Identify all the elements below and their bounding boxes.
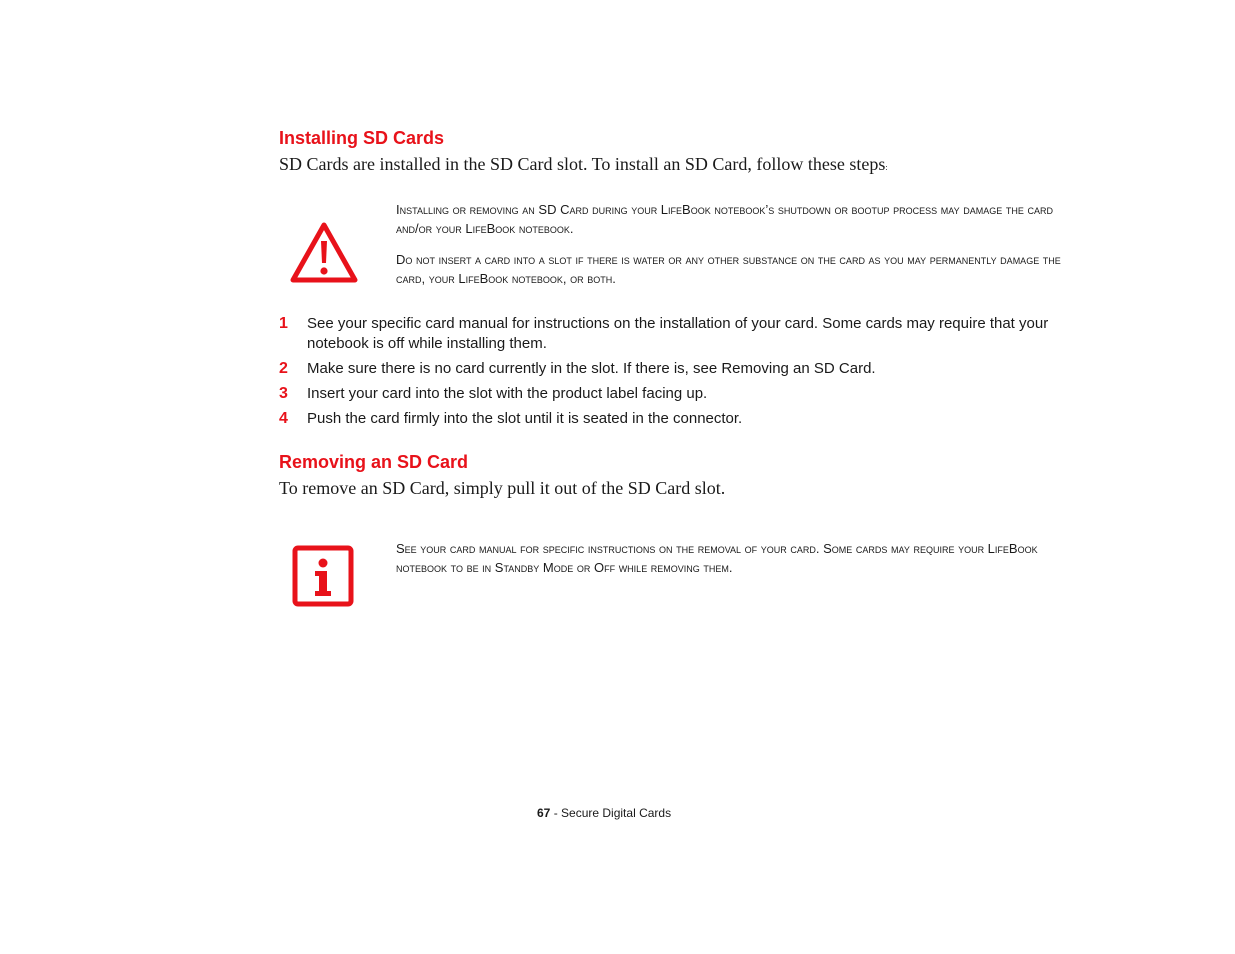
installing-intro-colon: : bbox=[885, 163, 888, 172]
caution-triangle-icon bbox=[290, 221, 358, 289]
caution-note-paragraph: Installing or removing an SD Card during your LifeBook notebook’s shutdown or bootup process may damage the card and/or your LifeBook notebook. bbox=[396, 202, 1053, 236]
footer-separator: - bbox=[550, 806, 562, 820]
footer-section-title: Secure Digital Cards bbox=[561, 806, 672, 820]
step-number: 3 bbox=[279, 385, 288, 402]
step-number: 4 bbox=[279, 410, 288, 427]
step-item bbox=[279, 384, 1079, 404]
step-text: Make sure there is no card currently in the slot. If there is, see Removing an SD Card. bbox=[307, 360, 876, 377]
info-note bbox=[396, 539, 1066, 577]
info-icon bbox=[290, 543, 356, 609]
installing-intro bbox=[279, 153, 888, 179]
step-number: 2 bbox=[279, 360, 288, 377]
step-text: See your specific card manual for instructions on the installation of your card. Some cards may require that your notebook is off while installing them. bbox=[307, 315, 1049, 352]
page-footer bbox=[537, 806, 671, 820]
installation-steps-list bbox=[279, 314, 1079, 434]
step-text: Insert your card into the slot with the product label facing up. bbox=[307, 385, 708, 402]
info-note-paragraph: See your card manual for specific instructions on the removal of your card. Some cards may require your LifeBook notebook to be in Standby Mode or Off while removing them. bbox=[396, 541, 1038, 575]
heading-installing-sd-cards: Installing SD Cards bbox=[279, 128, 445, 148]
step-number: 1 bbox=[279, 315, 288, 332]
removing-intro: To remove an SD Card, simply pull it out of the SD Card slot. bbox=[279, 478, 726, 498]
step-item bbox=[279, 359, 1079, 379]
step-item bbox=[279, 409, 1079, 429]
step-item bbox=[279, 314, 1079, 354]
installing-intro-text: SD Cards are installed in the SD Card slot. To install an SD Card, follow these steps bbox=[279, 154, 886, 174]
caution-note-paragraph: Do not insert a card into a slot if there is water or any other substance on the card as you may permanently damage the card, your LifeBook notebook, or both. bbox=[396, 252, 1061, 286]
heading-removing-sd-card: Removing an SD Card bbox=[279, 452, 469, 472]
step-text: Push the card firmly into the slot until it is seated in the connector. bbox=[307, 410, 743, 427]
page-number: 67 bbox=[537, 806, 551, 820]
caution-note bbox=[396, 200, 1066, 288]
